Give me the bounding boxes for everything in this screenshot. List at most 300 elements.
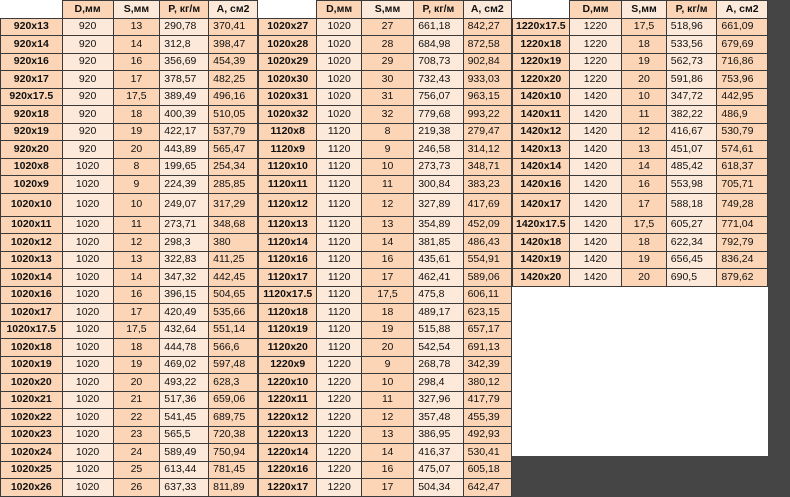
diameter-cell: 920 — [62, 53, 113, 71]
size-cell: 1020x26 — [1, 479, 63, 497]
area-cell: 442,45 — [209, 269, 258, 287]
area-cell: 606,11 — [463, 286, 511, 304]
mass-cell: 613,44 — [160, 461, 209, 479]
column-header: P, кг/м — [666, 1, 717, 19]
table-row — [513, 71, 768, 89]
area-cell: 902,84 — [463, 53, 511, 71]
column-header: S,мм — [113, 1, 160, 19]
size-cell: 1220x18 — [513, 36, 570, 54]
area-cell: 872,58 — [463, 36, 511, 54]
size-cell: 1020x18 — [1, 339, 63, 357]
area-cell: 380,12 — [463, 374, 511, 392]
mass-cell: 562,73 — [666, 53, 717, 71]
area-cell: 551,14 — [209, 321, 258, 339]
thickness-cell: 10 — [622, 88, 667, 106]
mass-cell: 756,07 — [414, 88, 463, 106]
table-row — [513, 88, 768, 106]
diameter-cell: 1420 — [569, 269, 622, 287]
area-cell: 720,38 — [209, 426, 258, 444]
diameter-cell: 1020 — [62, 304, 113, 322]
diameter-cell: 1120 — [317, 141, 361, 159]
area-cell: 574,61 — [717, 141, 768, 159]
mass-cell: 493,22 — [160, 374, 209, 392]
area-cell: 628,3 — [209, 374, 258, 392]
header-blank-cell — [1, 1, 63, 19]
thickness-cell: 10 — [361, 374, 413, 392]
area-cell: 836,24 — [717, 251, 768, 269]
mass-cell: 485,42 — [666, 158, 717, 176]
mass-cell: 389,49 — [160, 88, 209, 106]
table-row — [1, 234, 258, 252]
diameter-cell: 1020 — [317, 71, 361, 89]
area-cell: 383,23 — [463, 176, 511, 194]
thickness-cell: 18 — [622, 36, 667, 54]
diameter-cell: 920 — [62, 106, 113, 124]
diameter-cell: 1420 — [569, 141, 622, 159]
diameter-cell: 1020 — [62, 479, 113, 497]
diameter-cell: 920 — [62, 36, 113, 54]
size-cell: 1220x9 — [259, 356, 317, 374]
table-row — [1, 409, 258, 427]
thickness-cell: 17 — [361, 269, 413, 287]
area-cell: 530,79 — [717, 123, 768, 141]
pipe-table-1 — [0, 0, 258, 497]
mass-cell: 732,43 — [414, 71, 463, 89]
table-row — [259, 426, 512, 444]
header-row — [513, 1, 768, 19]
diameter-cell: 1120 — [317, 251, 361, 269]
table-row — [259, 141, 512, 159]
diameter-cell: 1420 — [569, 123, 622, 141]
table-row — [513, 53, 768, 71]
table-row — [1, 461, 258, 479]
header-row — [1, 1, 258, 19]
area-cell: 589,06 — [463, 269, 511, 287]
diameter-cell: 1020 — [62, 251, 113, 269]
size-cell: 1120x16 — [259, 251, 317, 269]
table-row — [1, 216, 258, 234]
thickness-cell: 17,5 — [113, 88, 160, 106]
thickness-cell: 14 — [622, 158, 667, 176]
thickness-cell: 17,5 — [361, 286, 413, 304]
area-cell: 689,75 — [209, 409, 258, 427]
diameter-cell: 1220 — [317, 426, 361, 444]
thickness-cell: 12 — [113, 234, 160, 252]
table-row — [259, 106, 512, 124]
area-cell: 842,27 — [463, 18, 511, 36]
table-row — [259, 321, 512, 339]
thickness-cell: 23 — [113, 426, 160, 444]
thickness-cell: 25 — [113, 461, 160, 479]
size-cell: 1020x24 — [1, 444, 63, 462]
size-cell: 1020x28 — [259, 36, 317, 54]
size-cell: 1120x10 — [259, 158, 317, 176]
area-cell: 486,9 — [717, 106, 768, 124]
size-cell: 1220x20 — [513, 71, 570, 89]
area-cell: 691,13 — [463, 339, 511, 357]
table-row — [1, 141, 258, 159]
area-cell: 496,16 — [209, 88, 258, 106]
table-row — [1, 321, 258, 339]
thickness-cell: 18 — [113, 339, 160, 357]
mass-cell: 589,49 — [160, 444, 209, 462]
diameter-cell: 1020 — [62, 158, 113, 176]
area-cell: 411,25 — [209, 251, 258, 269]
diameter-cell: 1020 — [62, 391, 113, 409]
mass-cell: 347,72 — [666, 88, 717, 106]
diameter-cell: 1020 — [62, 374, 113, 392]
size-cell: 920x14 — [1, 36, 63, 54]
diameter-cell: 1120 — [317, 304, 361, 322]
mass-cell: 708,73 — [414, 53, 463, 71]
column-header: A, см2 — [463, 1, 511, 19]
table-row — [259, 269, 512, 287]
area-cell: 510,05 — [209, 106, 258, 124]
thickness-cell: 20 — [361, 339, 413, 357]
area-cell: 753,96 — [717, 71, 768, 89]
size-cell: 1120x17 — [259, 269, 317, 287]
area-cell: 455,39 — [463, 409, 511, 427]
thickness-cell: 27 — [361, 18, 413, 36]
column-header: A, см2 — [209, 1, 258, 19]
mass-cell: 533,56 — [666, 36, 717, 54]
size-cell: 1420x12 — [513, 123, 570, 141]
mass-cell: 518,96 — [666, 18, 717, 36]
diameter-cell: 1020 — [62, 409, 113, 427]
diameter-cell: 1020 — [62, 176, 113, 194]
diameter-cell: 1020 — [62, 286, 113, 304]
mass-cell: 475,07 — [414, 461, 463, 479]
table-row — [259, 176, 512, 194]
mass-cell: 273,73 — [414, 158, 463, 176]
diameter-cell: 1420 — [569, 158, 622, 176]
area-cell: 504,65 — [209, 286, 258, 304]
table-row — [513, 251, 768, 269]
thickness-cell: 16 — [361, 461, 413, 479]
area-cell: 279,47 — [463, 123, 511, 141]
table-row — [1, 339, 258, 357]
size-cell: 1420x11 — [513, 106, 570, 124]
mass-cell: 312,8 — [160, 36, 209, 54]
size-cell: 1120x13 — [259, 216, 317, 234]
thickness-cell: 17,5 — [622, 216, 667, 234]
mass-cell: 249,07 — [160, 193, 209, 216]
table-row — [259, 251, 512, 269]
table-row — [513, 141, 768, 159]
size-cell: 1020x30 — [259, 71, 317, 89]
table-row — [259, 216, 512, 234]
area-cell: 554,91 — [463, 251, 511, 269]
table-row — [1, 356, 258, 374]
thickness-cell: 16 — [113, 286, 160, 304]
size-cell: 1220x17.5 — [513, 18, 570, 36]
size-cell: 1020x17 — [1, 304, 63, 322]
diameter-cell: 1120 — [317, 286, 361, 304]
thickness-cell: 19 — [113, 123, 160, 141]
area-cell: 771,04 — [717, 216, 768, 234]
size-cell: 1120x9 — [259, 141, 317, 159]
thickness-cell: 12 — [622, 123, 667, 141]
table-row — [1, 269, 258, 287]
thickness-cell: 13 — [113, 18, 160, 36]
mass-cell: 656,45 — [666, 251, 717, 269]
diameter-cell: 1020 — [62, 444, 113, 462]
size-cell: 1020x25 — [1, 461, 63, 479]
thickness-cell: 11 — [113, 216, 160, 234]
mass-cell: 382,22 — [666, 106, 717, 124]
mass-cell: 690,5 — [666, 269, 717, 287]
size-cell: 1020x10 — [1, 193, 63, 216]
mass-cell: 475,8 — [414, 286, 463, 304]
mass-cell: 298,3 — [160, 234, 209, 252]
area-cell: 417,69 — [463, 193, 511, 216]
column-header: S,мм — [622, 1, 667, 19]
size-cell: 1220x19 — [513, 53, 570, 71]
table-row — [259, 409, 512, 427]
mass-cell: 396,15 — [160, 286, 209, 304]
thickness-cell: 18 — [113, 106, 160, 124]
thickness-cell: 8 — [361, 123, 413, 141]
diameter-cell: 1120 — [317, 123, 361, 141]
size-cell: 1220x12 — [259, 409, 317, 427]
area-cell: 486,43 — [463, 234, 511, 252]
thickness-cell: 12 — [361, 193, 413, 216]
area-cell: 417,79 — [463, 391, 511, 409]
size-cell: 1120x11 — [259, 176, 317, 194]
mass-cell: 684,98 — [414, 36, 463, 54]
table-row — [1, 251, 258, 269]
mass-cell: 219,38 — [414, 123, 463, 141]
column-header: A, см2 — [717, 1, 768, 19]
size-cell: 1020x22 — [1, 409, 63, 427]
size-cell: 1120x20 — [259, 339, 317, 357]
mass-cell: 327,89 — [414, 193, 463, 216]
size-cell: 920x17 — [1, 71, 63, 89]
diameter-cell: 920 — [62, 141, 113, 159]
diameter-cell: 920 — [62, 71, 113, 89]
size-cell: 920x16 — [1, 53, 63, 71]
table-row — [259, 286, 512, 304]
size-cell: 920x19 — [1, 123, 63, 141]
thickness-cell: 10 — [361, 158, 413, 176]
diameter-cell: 920 — [62, 18, 113, 36]
size-cell: 1120x18 — [259, 304, 317, 322]
table-row — [1, 286, 258, 304]
mass-cell: 588,18 — [666, 193, 717, 216]
thickness-cell: 13 — [361, 426, 413, 444]
size-cell: 1020x31 — [259, 88, 317, 106]
diameter-cell: 1120 — [317, 321, 361, 339]
mass-cell: 591,86 — [666, 71, 717, 89]
diameter-cell: 1220 — [317, 461, 361, 479]
mass-cell: 298,4 — [414, 374, 463, 392]
thickness-cell: 17,5 — [113, 321, 160, 339]
size-cell: 1020x17.5 — [1, 321, 63, 339]
table-row — [259, 71, 512, 89]
size-cell: 1020x8 — [1, 158, 63, 176]
table-row — [513, 269, 768, 287]
mass-cell: 443,89 — [160, 141, 209, 159]
column-header: D,мм — [569, 1, 622, 19]
area-cell: 642,47 — [463, 479, 511, 497]
column-header: D,мм — [62, 1, 113, 19]
size-cell: 1220x16 — [259, 461, 317, 479]
thickness-cell: 20 — [622, 269, 667, 287]
area-cell: 993,22 — [463, 106, 511, 124]
mass-cell: 378,57 — [160, 71, 209, 89]
mass-cell: 553,98 — [666, 176, 717, 194]
thickness-cell: 18 — [622, 234, 667, 252]
table-row — [513, 36, 768, 54]
size-cell: 1120x14 — [259, 234, 317, 252]
diameter-cell: 1120 — [317, 339, 361, 357]
mass-cell: 542,54 — [414, 339, 463, 357]
thickness-cell: 14 — [361, 234, 413, 252]
diameter-cell: 1020 — [317, 18, 361, 36]
table-row — [513, 216, 768, 234]
table-row — [259, 53, 512, 71]
thickness-cell: 28 — [361, 36, 413, 54]
area-cell: 879,62 — [717, 269, 768, 287]
size-cell: 1420x20 — [513, 269, 570, 287]
thickness-cell: 14 — [361, 444, 413, 462]
area-cell: 623,15 — [463, 304, 511, 322]
thickness-cell: 19 — [361, 321, 413, 339]
thickness-cell: 16 — [361, 251, 413, 269]
area-cell: 492,93 — [463, 426, 511, 444]
diameter-cell: 1120 — [317, 234, 361, 252]
mass-cell: 541,45 — [160, 409, 209, 427]
table-row — [513, 158, 768, 176]
size-cell: 1220x10 — [259, 374, 317, 392]
area-cell: 452,09 — [463, 216, 511, 234]
size-cell: 1420x17 — [513, 193, 570, 216]
size-cell: 1220x14 — [259, 444, 317, 462]
table-row — [259, 391, 512, 409]
diameter-cell: 1020 — [62, 339, 113, 357]
mass-cell: 422,17 — [160, 123, 209, 141]
diameter-cell: 1420 — [569, 106, 622, 124]
size-cell: 1020x32 — [259, 106, 317, 124]
table-row — [1, 88, 258, 106]
mass-cell: 517,36 — [160, 391, 209, 409]
mass-cell: 432,64 — [160, 321, 209, 339]
area-cell: 535,66 — [209, 304, 258, 322]
diameter-cell: 1120 — [317, 193, 361, 216]
size-cell: 1120x19 — [259, 321, 317, 339]
mass-cell: 661,18 — [414, 18, 463, 36]
pipe-table-2 — [258, 0, 512, 497]
mass-cell: 386,95 — [414, 426, 463, 444]
diameter-cell: 1220 — [317, 391, 361, 409]
area-cell: 716,86 — [717, 53, 768, 71]
area-cell: 679,69 — [717, 36, 768, 54]
size-cell: 1220x13 — [259, 426, 317, 444]
mass-cell: 622,34 — [666, 234, 717, 252]
thickness-cell: 16 — [113, 53, 160, 71]
diameter-cell: 1020 — [317, 88, 361, 106]
area-cell: 566,6 — [209, 339, 258, 357]
mass-cell: 290,78 — [160, 18, 209, 36]
thickness-cell: 22 — [113, 409, 160, 427]
thickness-cell: 17 — [113, 71, 160, 89]
table-row — [1, 193, 258, 216]
area-cell: 659,06 — [209, 391, 258, 409]
diameter-cell: 1220 — [317, 444, 361, 462]
area-cell: 565,47 — [209, 141, 258, 159]
mass-cell: 489,17 — [414, 304, 463, 322]
table-row — [259, 158, 512, 176]
mass-cell: 504,34 — [414, 479, 463, 497]
size-cell: 1020x19 — [1, 356, 63, 374]
table-row — [513, 193, 768, 216]
diameter-cell: 1020 — [317, 53, 361, 71]
column-header: P, кг/м — [160, 1, 209, 19]
diameter-cell: 1020 — [317, 36, 361, 54]
thickness-cell: 21 — [113, 391, 160, 409]
size-cell: 920x18 — [1, 106, 63, 124]
mass-cell: 347,32 — [160, 269, 209, 287]
table-row — [1, 18, 258, 36]
diameter-cell: 920 — [62, 88, 113, 106]
mass-cell: 357,48 — [414, 409, 463, 427]
thickness-cell: 17 — [622, 193, 667, 216]
diameter-cell: 1420 — [569, 234, 622, 252]
diameter-cell: 1420 — [569, 251, 622, 269]
thickness-cell: 11 — [361, 176, 413, 194]
area-cell: 811,89 — [209, 479, 258, 497]
table-row — [1, 444, 258, 462]
size-cell: 1120x17.5 — [259, 286, 317, 304]
diameter-cell: 1020 — [62, 234, 113, 252]
thickness-cell: 19 — [622, 53, 667, 71]
thickness-cell: 30 — [361, 71, 413, 89]
size-cell: 1020x13 — [1, 251, 63, 269]
table-row — [513, 106, 768, 124]
diameter-cell: 1020 — [62, 461, 113, 479]
thickness-cell: 17 — [361, 479, 413, 497]
size-cell: 1020x14 — [1, 269, 63, 287]
size-cell: 1220x11 — [259, 391, 317, 409]
area-cell: 370,41 — [209, 18, 258, 36]
diameter-cell: 1420 — [569, 176, 622, 194]
area-cell: 781,45 — [209, 461, 258, 479]
size-cell: 1420x18 — [513, 234, 570, 252]
diameter-cell: 1020 — [62, 216, 113, 234]
mass-cell: 268,78 — [414, 356, 463, 374]
thickness-cell: 16 — [622, 176, 667, 194]
mass-cell: 469,02 — [160, 356, 209, 374]
table-row — [1, 158, 258, 176]
area-cell: 530,41 — [463, 444, 511, 462]
table-row — [1, 106, 258, 124]
column-header: S,мм — [361, 1, 413, 19]
size-cell: 1020x20 — [1, 374, 63, 392]
size-cell: 1020x29 — [259, 53, 317, 71]
table-row — [1, 304, 258, 322]
thickness-cell: 14 — [113, 269, 160, 287]
mass-cell: 565,5 — [160, 426, 209, 444]
table-row — [1, 123, 258, 141]
mass-cell: 356,69 — [160, 53, 209, 71]
thickness-cell: 9 — [361, 356, 413, 374]
size-cell: 1120x12 — [259, 193, 317, 216]
mass-cell: 224,39 — [160, 176, 209, 194]
mass-cell: 420,49 — [160, 304, 209, 322]
diameter-cell: 1020 — [62, 269, 113, 287]
size-cell: 1420x13 — [513, 141, 570, 159]
table-row — [513, 176, 768, 194]
